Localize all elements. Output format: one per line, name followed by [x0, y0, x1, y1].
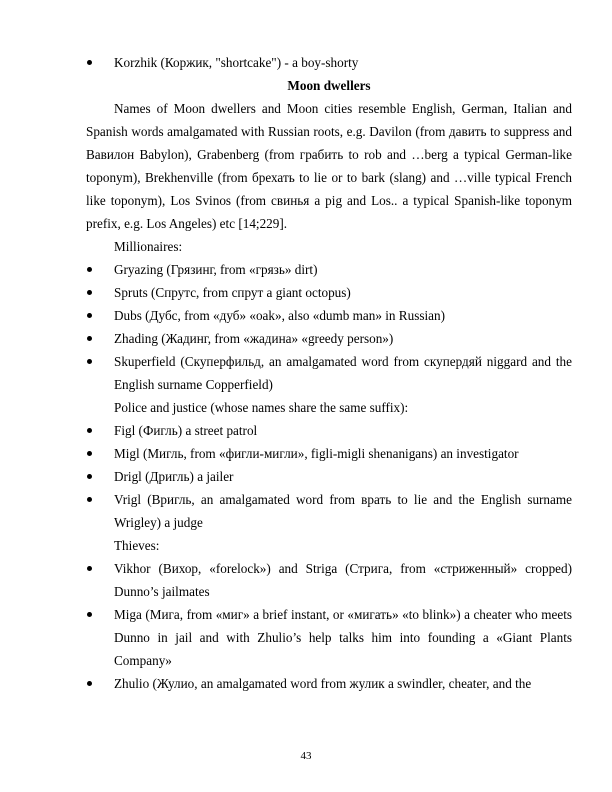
list-item: Vrigl (Вригль, an amalgamated word from врать to lie and the English surname Wrigley) a judge [86, 488, 572, 534]
list-item: Spruts (Спрутс, from спрут a giant octopus) [86, 281, 572, 304]
list-item: Zhulio (Жулио, an amalgamated word from жулик a swindler, cheater, and the [86, 672, 572, 695]
list-item: Skuperfield (Скуперфильд, an amalgamated word from скупердяй niggard and the English surname Copperfield) [86, 350, 572, 396]
list-item: Korzhik (Коржик, "shortcake") - a boy-shorty [86, 51, 572, 74]
list-item: Gryazing (Грязинг, from «грязь» dirt) [86, 258, 572, 281]
section-heading: Moon dwellers [287, 78, 371, 93]
intro-paragraph: Names of Moon dwellers and Moon cities resemble English, German, Italian and Spanish words amalgamated with Russian roots, e.g. Davilon (from давить to suppress and Вавилон Babylon), Grabenberg (from грабить to rob and …berg a typical German-like toponym), Brekhenville (from брехать to lie or to bark (slang) and …ville typical French like toponym), Los Svinos (from свинья a pig and Los.. a typical Spanish-like toponym prefix, e.g. Los Angeles) etc [14;229]. [86, 101, 572, 231]
list-item: Migl (Мигль, from «фигли-мигли», figli-migli shenanigans) an investigator [86, 442, 572, 465]
list-item: Figl (Фигль) a street patrol [86, 419, 572, 442]
group-label: Police and justice (whose names share the same suffix): [114, 400, 409, 415]
group-label: Millionaires: [114, 239, 183, 254]
list-item: Zhading (Жадинг, from «жадина» «greedy person») [86, 327, 572, 350]
page-number: 43 [300, 750, 312, 762]
document-page [86, 51, 572, 695]
group-label: Thieves: [114, 538, 160, 553]
list-item: Dubs (Дубс, from «дуб» «oak», also «dumb man» in Russian) [86, 304, 572, 327]
list-item: Miga (Мига, from «миг» a brief instant, or «мигать» «to blink») a cheater who meets Dunno in jail and with Zhulio’s help talks him into founding a «Giant Plants Company» [86, 603, 572, 672]
list-item: Drigl (Дригль) a jailer [86, 465, 572, 488]
list-item: Vikhor (Вихор, «forelock») and Striga (Стрига, from «стриженный» cropped) Dunno’s jailmates [86, 557, 572, 603]
